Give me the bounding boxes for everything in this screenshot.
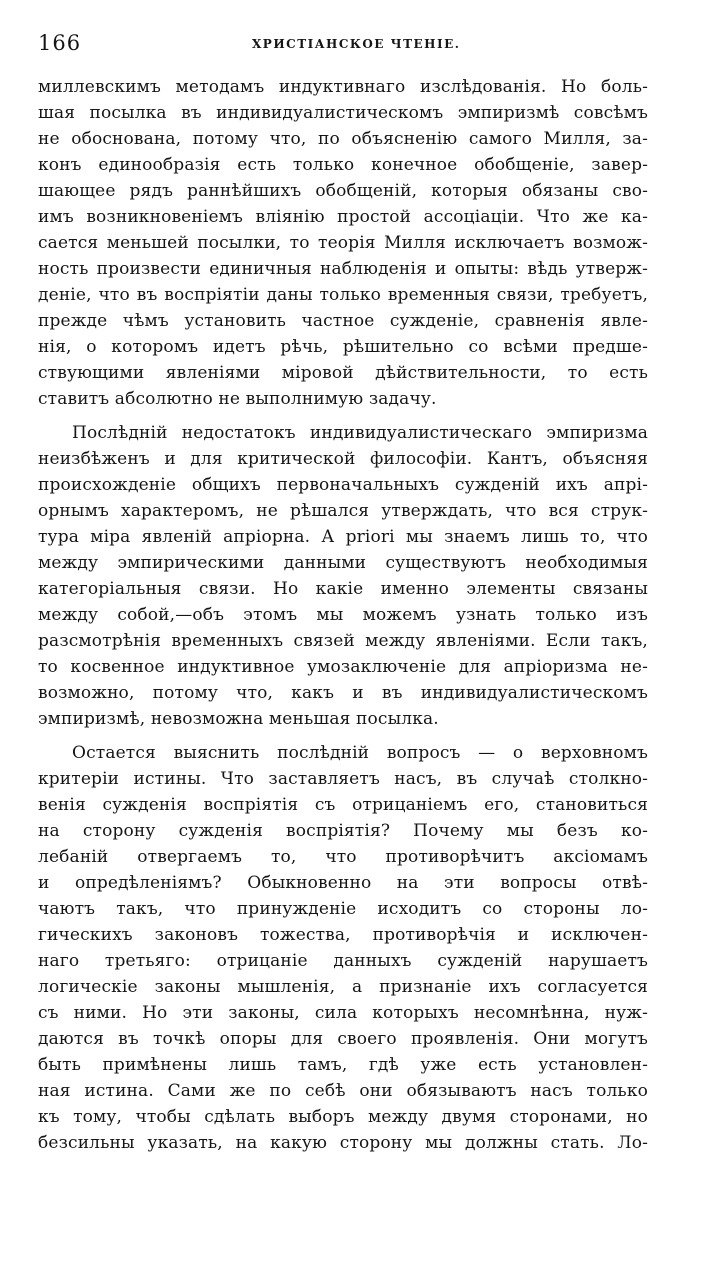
text-line: происхожденіе общихъ первоначальныхъ сужденій ихъ апрі- (38, 475, 648, 495)
book-page (38, 30, 648, 1153)
text-line: категоріальныя связи. Но какіе именно элементы связаны (38, 579, 648, 599)
text-line: деніе, что въ воспріятіи даны только временныя связи, требуетъ, (38, 285, 648, 305)
text-line: даются въ точкѣ опоры для своего проявленія. Они могутъ (38, 1029, 648, 1049)
text-line: логическіе законы мышленія, а признаніе ихъ согласуется (38, 977, 648, 997)
text-line: не обоснована, потому что, по объясненію самого Милля, за- (38, 129, 648, 149)
text-line: имъ возникновеніемъ вліянію простой ассоціаціи. Что же ка- (38, 207, 648, 227)
text-line: тура міра явленій апріорна. А priori мы знаемъ лишь то, что (38, 527, 648, 547)
text-line: Послѣдній недостатокъ индивидуалистическаго эмпиризма (72, 423, 648, 443)
text-line: между эмпирическими данными существуютъ необходимыя (38, 553, 648, 573)
text-line: съ ними. Но эти законы, сила которыхъ несомнѣнна, нуж- (38, 1003, 648, 1023)
text-line: разсмотрѣнія временныхъ связей между явленіями. Если такъ, (38, 631, 648, 651)
text-line: критеріи истины. Что заставляетъ насъ, въ случаѣ столкно- (38, 769, 648, 789)
text-line: венія сужденія воспріятія съ отрицаніемъ его, становиться (38, 795, 648, 815)
paragraph-1 (38, 74, 648, 412)
text-line: сается меньшей посылки, то теорія Милля исключаетъ возмож- (38, 233, 648, 253)
text-line: безсильны указать, на какую сторону мы должны стать. Ло- (38, 1133, 648, 1153)
page-number: 166 (38, 31, 82, 55)
body-text (38, 74, 648, 1164)
text-line: то косвенное индуктивное умозаключеніе для апріоризма не- (38, 657, 648, 677)
text-line: чаютъ такъ, что принужденіе исходитъ со стороны ло- (38, 899, 648, 919)
text-line: наго третьяго: отрицаніе данныхъ сужденій нарушаетъ (38, 951, 648, 971)
text-line: миллевскимъ методамъ индуктивнаго изслѣдованія. Но боль- (38, 77, 648, 97)
text-line: ставитъ абсолютно не выполнимую задачу. (38, 389, 437, 409)
text-line: эмпиризмѣ, невозможна меньшая посылка. (38, 709, 439, 729)
paragraph-2 (38, 420, 648, 732)
text-line: къ тому, чтобы сдѣлать выборъ между двумя сторонами, но (38, 1107, 648, 1127)
text-line: неизбѣженъ и для критической философіи. Кантъ, объясняя (38, 449, 648, 469)
text-line: на сторону сужденія воспріятія? Почему мы безъ ко- (38, 821, 648, 841)
text-line: между собой,—объ этомъ мы можемъ узнать только изъ (38, 605, 648, 625)
text-line: гическихъ законовъ тожества, противорѣчія и исключен- (38, 925, 648, 945)
text-line: прежде чѣмъ установить частное сужденіе, сравненія явле- (38, 311, 648, 331)
text-line: лебаній отвергаемъ то, что противорѣчитъ аксіомамъ (38, 847, 648, 867)
text-line: Остается выяснить послѣдній вопросъ — о верховномъ (72, 743, 648, 763)
paragraph-3 (38, 740, 648, 1156)
text-line: и опредѣленіямъ? Обыкновенно на эти вопросы отвѣ- (38, 873, 648, 893)
text-line: возможно, потому что, какъ и въ индивидуалистическомъ (38, 683, 648, 703)
running-head (38, 30, 648, 58)
text-line: быть примѣнены лишь тамъ, гдѣ уже есть установлен- (38, 1055, 648, 1075)
text-line: орнымъ характеромъ, не рѣшался утверждать, что вся струк- (38, 501, 648, 521)
text-line: нія, о которомъ идетъ рѣчь, рѣшительно со всѣми предше- (38, 337, 648, 357)
text-line: ная истина. Сами же по себѣ они обязываютъ насъ только (38, 1081, 648, 1101)
text-line: конъ единообразія есть только конечное обобщеніе, завер- (38, 155, 648, 175)
text-line: ность произвести единичныя наблюденія и опыты: вѣдь утверж- (38, 259, 648, 279)
text-line: ствующими явленіями міровой дѣйствительности, то есть (38, 363, 648, 383)
text-line: шающее рядъ раннѣйшихъ обобщеній, которыя обязаны сво- (38, 181, 648, 201)
journal-title: ХРИСТІАНСКОЕ ЧТЕНІЕ. (252, 37, 461, 51)
text-line: шая посылка въ индивидуалистическомъ эмпиризмѣ совсѣмъ (38, 103, 648, 123)
